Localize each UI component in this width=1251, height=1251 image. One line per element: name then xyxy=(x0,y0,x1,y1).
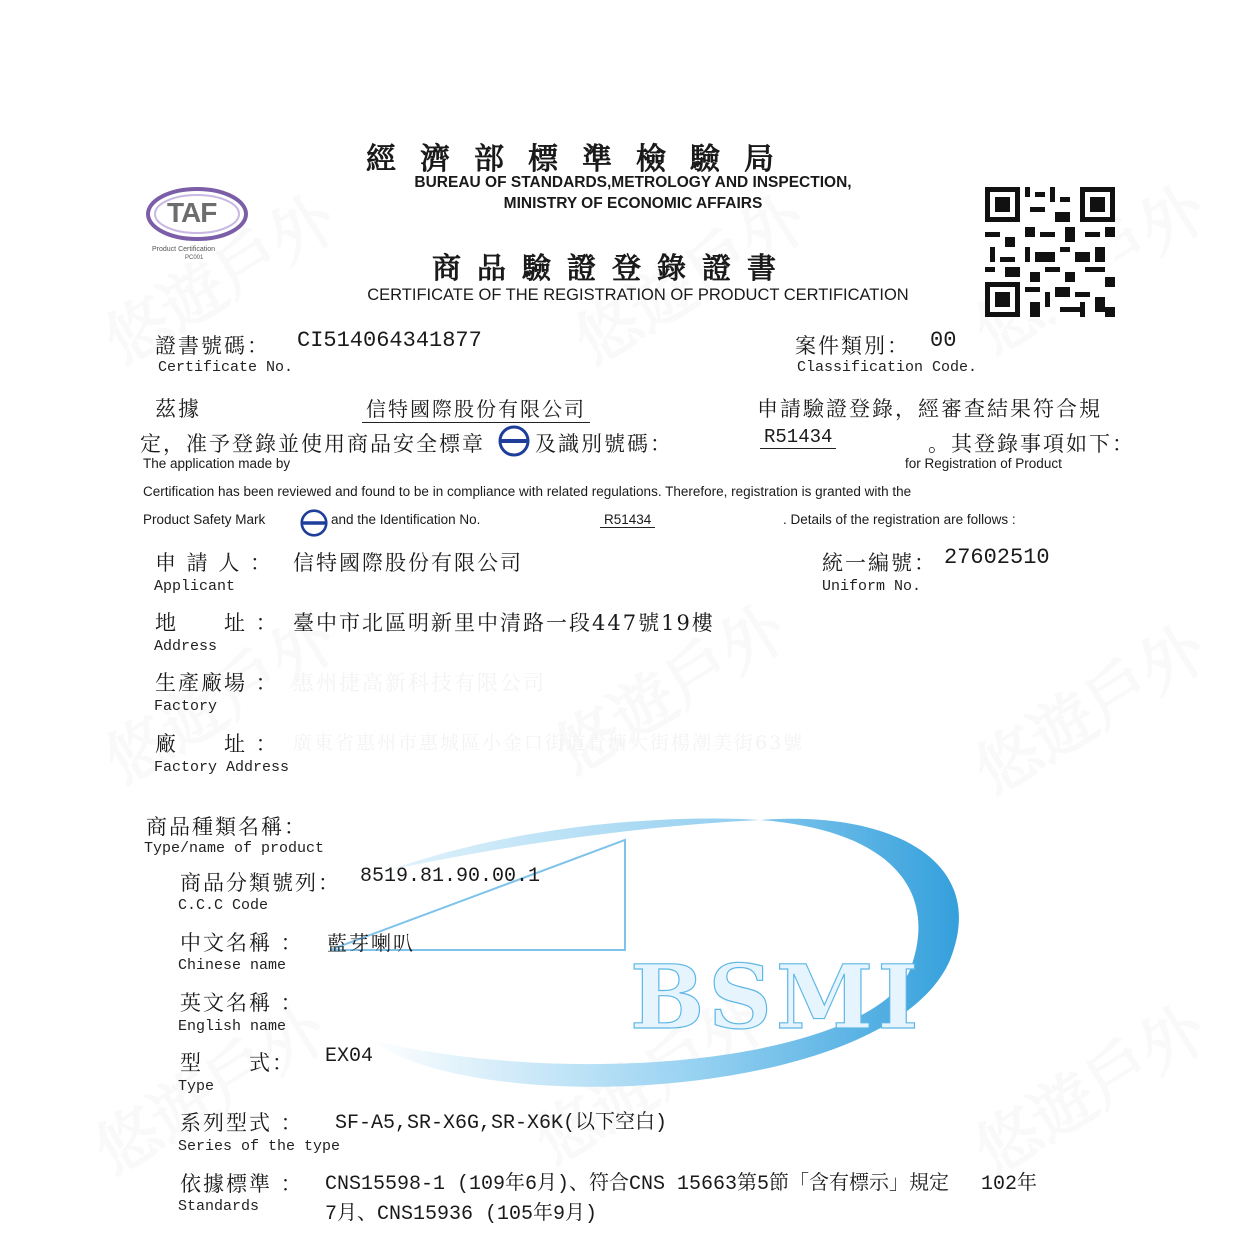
cert-no-value: CI514064341877 xyxy=(297,328,482,353)
standards-value-2: 7月、CNS15936 (105年9月) xyxy=(325,1203,598,1226)
statement-p1: 茲據 xyxy=(155,397,201,421)
address-label-en: Address xyxy=(154,638,218,655)
statement-p3b: 及識別號碼： xyxy=(535,432,673,456)
taf-logo xyxy=(145,185,249,247)
series-label: 系列型式 ： xyxy=(180,1111,304,1135)
cert-no-label: 證書號碼： xyxy=(155,334,270,358)
factory-label-en: Factory xyxy=(154,698,218,715)
applicant-label-en: Applicant xyxy=(154,578,236,595)
statement-en1: The application made by xyxy=(143,456,291,471)
address-label: 地 址 ： xyxy=(155,611,279,635)
series-value: SF-A5,SR-X6G,SR-X6K(以下空白) xyxy=(335,1112,668,1135)
statement-id-no: R51434 xyxy=(760,426,836,449)
class-code-value: 00 xyxy=(930,328,957,353)
type-label: 型 式： xyxy=(180,1051,295,1075)
uniform-label-en: Uniform No. xyxy=(822,578,922,595)
statement-en3-id: R51434 xyxy=(600,512,655,528)
statement-en1-right: for Registration of Product xyxy=(905,456,1062,471)
taf-logo-text: TAF xyxy=(167,197,217,228)
product-label: 商品種類名稱： xyxy=(146,815,307,839)
address-value: 臺中市北區明新里中清路一段447號19樓 xyxy=(293,611,715,635)
standards-label: 依據標準 ： xyxy=(180,1172,304,1196)
safety-mark-icon-small xyxy=(299,509,329,537)
watermark xyxy=(955,599,1221,813)
bsmi-text: BSMI xyxy=(630,945,923,1049)
applicant-value: 信特國際股份有限公司 xyxy=(293,551,523,575)
statement-en2: Certification has been reviewed and found to be in compliance with related regulations. Therefore, registration is granted with the xyxy=(143,484,912,499)
chinese-name-value: 藍芽喇叭 xyxy=(327,931,415,955)
watermark xyxy=(955,979,1221,1193)
statement-p2: 申請驗證登錄，經審查結果符合規 xyxy=(757,397,1102,421)
factory-address-label: 廠 址 ： xyxy=(155,732,279,756)
statement-p4: 。其登錄事項如下： xyxy=(928,432,1135,456)
standards-value-1: CNS15598-1 (109年6月)、符合CNS 15663第5節「含有標示」規定 102年 xyxy=(325,1173,1038,1196)
uniform-value: 27602510 xyxy=(944,545,1050,570)
taf-caption-2: PC001 xyxy=(185,255,204,261)
factory-address-label-en: Factory Address xyxy=(154,759,290,776)
ccc-value: 8519.81.90.00.1 xyxy=(360,865,541,888)
taf-caption-1: Product Certification xyxy=(152,246,216,253)
ccc-label: 商品分類號列： xyxy=(180,871,341,895)
chinese-name-label-en: Chinese name xyxy=(178,957,287,974)
english-name-label: 英文名稱 ： xyxy=(180,991,304,1015)
statement-en3b: and the Identification No. xyxy=(331,512,481,527)
statement-company: 信特國際股份有限公司 xyxy=(362,393,590,423)
factory-value: 惠州捷高新科技有限公司 xyxy=(293,671,546,695)
agency-title-en-2: MINISTRY OF ECONOMIC AFFAIRS xyxy=(503,195,763,212)
agency-title-zh: 經濟部標準檢驗局 xyxy=(366,142,798,177)
statement-p3a: 定，准予登錄並使用商品安全標章 xyxy=(140,432,485,456)
applicant-label: 申 請 人 ： xyxy=(155,551,274,575)
cert-title-en: CERTIFICATE OF THE REGISTRATION OF PRODUCT CERTIFICATION xyxy=(367,286,909,304)
factory-label: 生產廠場 ： xyxy=(155,671,279,695)
cert-no-label-en: Certificate No. xyxy=(158,359,294,376)
english-name-label-en: English name xyxy=(178,1018,287,1035)
safety-mark-icon xyxy=(497,425,531,457)
statement-en3c: . Details of the registration are follows : xyxy=(783,512,1016,527)
product-label-en: Type/name of product xyxy=(144,840,325,857)
series-label-en: Series of the type xyxy=(178,1138,341,1155)
type-label-en: Type xyxy=(178,1078,215,1095)
uniform-label: 統一編號： xyxy=(822,551,937,575)
type-value: EX04 xyxy=(325,1045,374,1068)
factory-address-value: 廣東省惠州市惠城區小金口街道青塘大街楊潮美街63號 xyxy=(293,732,805,754)
chinese-name-label: 中文名稱 ： xyxy=(180,931,304,955)
cert-title-zh: 商品驗證登錄證書 xyxy=(432,251,793,285)
statement-en3a: Product Safety Mark xyxy=(143,512,266,527)
ccc-label-en: C.C.C Code xyxy=(178,897,269,914)
agency-title-en-1: BUREAU OF STANDARDS,METROLOGY AND INSPECTION, xyxy=(414,174,852,191)
class-code-label-en: Classification Code. xyxy=(797,359,978,376)
class-code-label: 案件類別： xyxy=(795,334,910,358)
standards-label-en: Standards xyxy=(178,1198,260,1215)
bsmi-emblem xyxy=(330,800,980,1100)
qr-code xyxy=(985,186,1115,318)
